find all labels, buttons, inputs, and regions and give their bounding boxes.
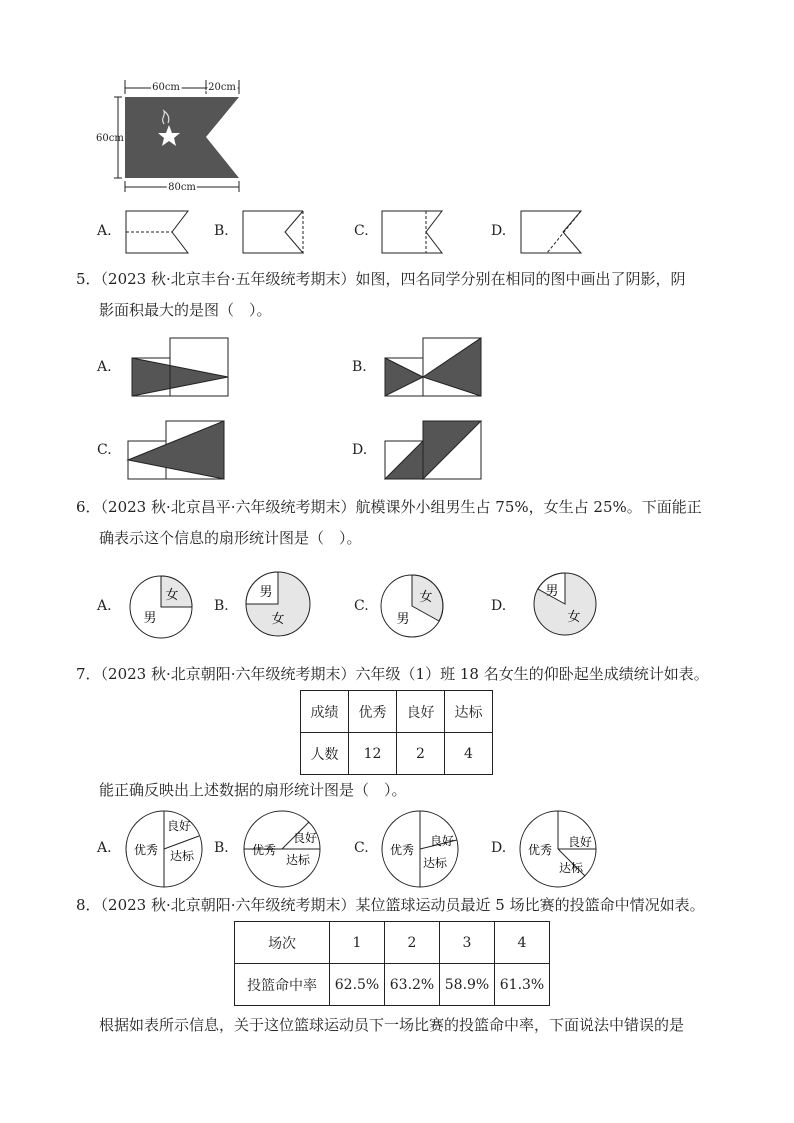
q5-stem-line2: 影面积最大的是图（ ）。 (99, 301, 272, 319)
q5-option-b-label: B. (352, 359, 367, 375)
q7-option-a-pie[interactable] (124, 809, 204, 889)
q7-option-d-label: D. (491, 840, 507, 856)
table-cell: 63.2% (385, 964, 440, 1006)
table-cell: 62.5% (330, 964, 385, 1006)
q5-option-d-figure[interactable] (383, 419, 487, 481)
q6-option-d-pie[interactable] (532, 571, 598, 637)
table-row (235, 964, 550, 1006)
q6-option-d-label: D. (491, 598, 507, 614)
q5-option-a-label: A. (97, 359, 112, 375)
table-cell: 4 (445, 733, 493, 775)
q5-option-c-label: C. (97, 442, 112, 458)
q6-option-c-label: C. (354, 598, 369, 614)
q6-stem-line1: 6．（2023 秋·北京昌平·六年级统考期末）航模课外小组男生占 75%，女生占 25%。下面能正 (76, 498, 702, 516)
table-cell: 2 (385, 922, 440, 964)
flag-dim-top-left: 60cm (152, 82, 180, 93)
q4-option-d-figure[interactable] (519, 209, 585, 255)
svg-text:达标: 达标 (558, 861, 584, 875)
q7-option-b-pie[interactable] (242, 809, 322, 889)
svg-text:女: 女 (567, 610, 581, 625)
table-cell: 优秀 (349, 691, 397, 733)
q6-option-a-label: A. (97, 598, 112, 614)
flag-dim-bottom: 80cm (168, 182, 196, 193)
svg-text:优秀: 优秀 (251, 843, 277, 857)
q5-option-c-figure[interactable] (126, 419, 230, 481)
q4-option-d-label: D. (491, 223, 507, 239)
flag-figure (94, 76, 254, 196)
q4-option-a-label: A. (97, 223, 112, 239)
flag-dim-left: 60cm (96, 133, 124, 144)
svg-text:女: 女 (419, 590, 433, 605)
svg-text:女: 女 (165, 588, 179, 603)
q6-option-b-label: B. (214, 598, 229, 614)
svg-text:达标: 达标 (422, 856, 448, 870)
table-cell: 良好 (397, 691, 445, 733)
svg-text:男: 男 (259, 585, 273, 600)
q7-option-b-label: B. (214, 840, 229, 856)
q6-stem-line2: 确表示这个信息的扇形统计图是（ ）。 (99, 529, 362, 547)
table-cell: 58.9% (440, 964, 495, 1006)
q8-stem-line2: 根据如表所示信息，关于这位篮球运动员下一场比赛的投篮命中率，下面说法中错误的是 (99, 1016, 685, 1034)
q8-stem-line1: 8．（2023 秋·北京朝阳·六年级统考期末）某位篮球运动员最近 5 场比赛的投篮命中情况如表。 (76, 896, 705, 914)
q5-option-a-figure[interactable] (130, 336, 234, 398)
q4-option-c-label: C. (354, 223, 369, 239)
table-row (235, 922, 550, 964)
svg-text:良好: 良好 (567, 835, 593, 849)
svg-text:达标: 达标 (285, 853, 311, 867)
q6-option-c-pie[interactable] (379, 573, 445, 639)
svg-text:男: 男 (396, 612, 410, 627)
flag-shape (125, 97, 239, 178)
q4-option-a-figure[interactable] (124, 209, 190, 255)
svg-text:良好: 良好 (429, 834, 455, 848)
table-cell: 1 (330, 922, 385, 964)
q4-option-c-figure[interactable] (380, 209, 446, 255)
svg-text:男: 男 (143, 611, 157, 626)
q7-option-d-pie[interactable] (518, 809, 598, 889)
q7-stem-line1: 7．（2023 秋·北京朝阳·六年级统考期末）六年级（1）班 18 名女生的仰卧起坐成绩统计如表。 (76, 665, 709, 683)
q5-stem-line1: 5．（2023 秋·北京丰台·五年级统考期末）如图，四名同学分别在相同的图中画出了阴影，阴 (76, 270, 686, 288)
q7-option-c-pie[interactable] (380, 809, 460, 889)
svg-text:优秀: 优秀 (527, 843, 553, 857)
svg-text:女: 女 (271, 612, 285, 627)
flag-dim-top-right: 20cm (208, 82, 236, 93)
q8-shooting-table (234, 921, 550, 1006)
svg-text:良好: 良好 (166, 819, 192, 833)
svg-text:达标: 达标 (169, 849, 195, 863)
table-row (301, 733, 493, 775)
q5-option-b-figure[interactable] (383, 336, 487, 398)
q6-option-a-pie[interactable] (128, 574, 194, 640)
table-cell: 3 (440, 922, 495, 964)
table-cell: 2 (397, 733, 445, 775)
q6-option-b-pie[interactable] (244, 570, 312, 638)
q7-option-a-label: A. (97, 840, 112, 856)
table-row (301, 691, 493, 733)
q7-score-table (300, 690, 493, 775)
q4-option-b-label: B. (214, 223, 229, 239)
q7-option-c-label: C. (354, 840, 369, 856)
table-cell: 投篮命中率 (235, 964, 330, 1006)
table-cell: 61.3% (495, 964, 550, 1006)
svg-text:优秀: 优秀 (389, 843, 415, 857)
table-cell: 4 (495, 922, 550, 964)
table-cell: 人数 (301, 733, 349, 775)
q4-option-b-figure[interactable] (241, 209, 307, 255)
q7-stem-line2: 能正确反映出上述数据的扇形统计图是（ ）。 (99, 781, 407, 799)
table-cell: 成绩 (301, 691, 349, 733)
svg-text:男: 男 (545, 584, 559, 599)
table-cell: 达标 (445, 691, 493, 733)
svg-text:优秀: 优秀 (133, 843, 159, 857)
table-cell: 12 (349, 733, 397, 775)
q5-option-d-label: D. (352, 442, 368, 458)
table-cell: 场次 (235, 922, 330, 964)
svg-text:良好: 良好 (292, 831, 318, 845)
